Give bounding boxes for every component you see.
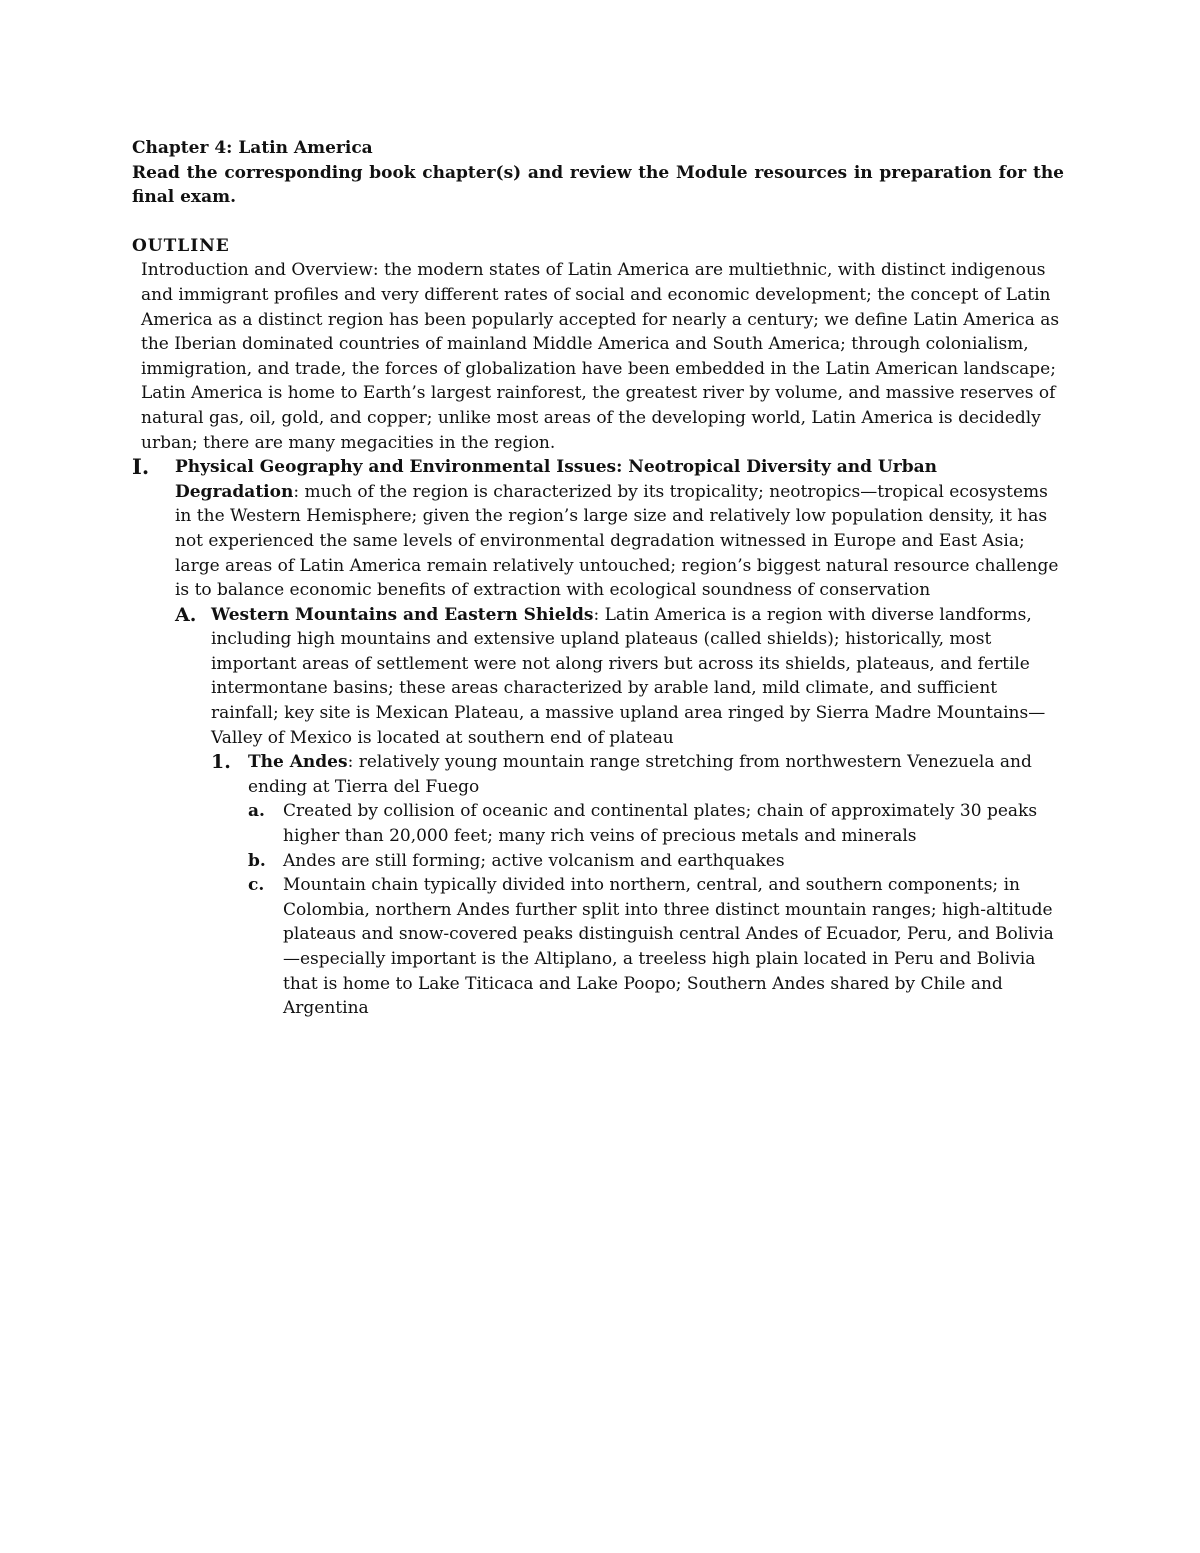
outline-item-1 [211, 750, 1064, 799]
chapter-title: Chapter 4: Latin America [132, 138, 373, 158]
outline-text-I [175, 455, 1064, 603]
outline-heading-A: Western Mountains and Eastern Shields [211, 604, 594, 625]
outline-heading: OUTLINE [132, 235, 230, 256]
outline-text-A [211, 603, 1064, 751]
outline-body-I: : much of the region is characterized by its tropicality; neotropics—tropical ecosystems in the Western Hemisphere; given the region’s large size and relatively low population density, it has not experienced the same levels of environmental degradation witnessed in Europe and East Asia; large areas of Latin America remain relatively untouched; region’s biggest natural resource challenge is to balance economic benefits of extraction with ecological soundness of conservation [175, 481, 1059, 601]
outline-item-I [132, 455, 1064, 603]
outline-text-1 [248, 750, 1064, 799]
outline-item-b [248, 849, 1064, 874]
outline-item-A [175, 603, 1064, 751]
outline-heading-1: The Andes [248, 752, 348, 773]
outline-heading-I: Physical Geography and Environmental Issues: Neotropical Diversity and Urban Degradation [175, 457, 937, 502]
outline-body-b: Andes are still forming; active volcanism and earthquakes [283, 850, 785, 871]
outline-marker-b: b. [248, 850, 266, 871]
reading-instructions: Read the corresponding book chapter(s) and review the Module resources in preparation for the final exam. [132, 162, 1064, 208]
outline-body-1: : relatively young mountain range stretching from northwestern Venezuela and ending at Tierra del Fuego [248, 752, 1032, 797]
outline-item-a [248, 799, 1064, 848]
outline-body-a: Created by collision of oceanic and continental plates; chain of approximately 30 peaks higher than 20,000 feet; many rich veins of precious metals and minerals [283, 801, 1038, 847]
outline-body-A: : Latin America is a region with diverse landforms, including high mountains and extensive upland plateaus (called shields); historically, most important areas of settlement were not along rivers but across its shields, plateaus, and fertile intermontane basins; these areas characterized by arable land, mild climate, and sufficient rainfall; key site is Mexican Plateau, a massive upland area ringed by Sierra Madre Mountains—Valley of Mexico is located at southern end of plateau [211, 604, 1046, 748]
document-content [132, 136, 1064, 1021]
introduction-paragraph: Introduction and Overview: the modern states of Latin America are multiethnic, with distinct indigenous and immigrant profiles and very different rates of social and economic development; the concept of Latin America as a distinct region has been popularly accepted for nearly a century; we define Latin America as the Iberian dominated countries of mainland Middle America and South America; through colonialism, immigration, and trade, the forces of globalization have been embedded in the Latin American landscape; Latin America is home to Earth’s largest rainforest, the greatest river by volume, and massive reserves of natural gas, oil, gold, and copper; unlike most areas of the developing world, Latin America is decidedly urban; there are many megacities in the region. [141, 260, 1060, 453]
outline-marker-1: 1. [211, 751, 231, 774]
outline-marker-a: a. [248, 801, 265, 822]
outline-body-c: Mountain chain typically divided into northern, central, and southern components; in Colombia, northern Andes further split into three distinct mountain ranges; high-altitude plateaus and snow-covered peaks distinguish central Andes of Ecuador, Peru, and Bolivia—especially important is the Altiplano, a treeless high plain located in Peru and Bolivia that is home to Lake Titicaca and Lake Poopo; Southern Andes shared by Chile and Argentina [283, 875, 1054, 1019]
outline-item-c [248, 873, 1064, 1021]
outline-marker-A: A. [175, 603, 197, 626]
outline-marker-c: c. [248, 875, 265, 896]
outline-marker-I: I. [132, 454, 150, 480]
